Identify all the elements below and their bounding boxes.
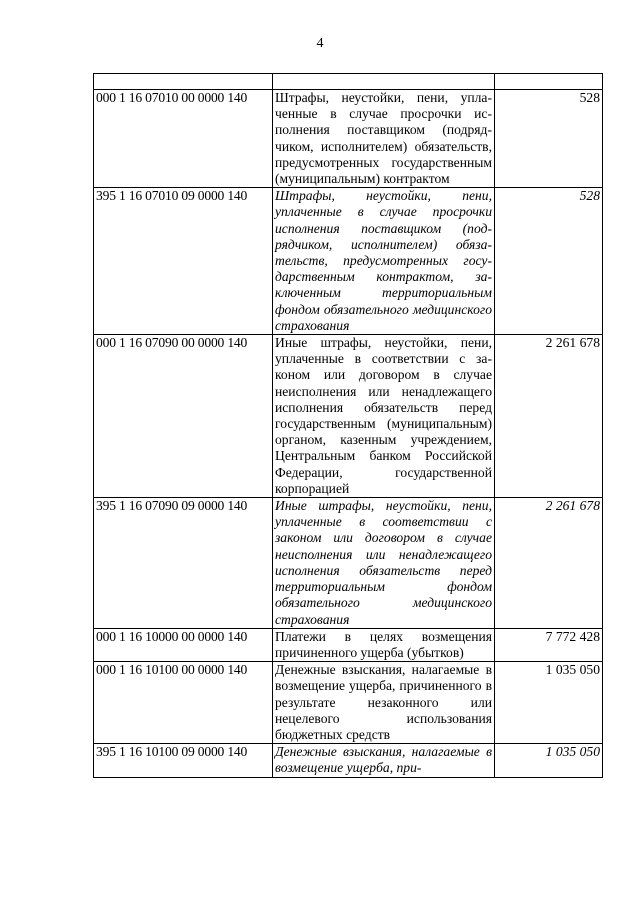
table-row: [94, 662, 603, 744]
amount-cell: 528: [495, 188, 603, 335]
revenue-code-cell: 000 1 16 07090 00 0000 140: [94, 335, 273, 498]
column-header-name: [273, 74, 495, 90]
table-row: [94, 744, 603, 777]
revenue-name-cell: Иные штрафы, неустойки, пени, уплаченные в соответствии с законом или договором в случае неисполнения или ненадлежащего исполнения обязательств перед территориальным фондом обязательного медицинского страхования: [273, 498, 495, 629]
column-header-code: [94, 74, 273, 90]
amount-cell: 7 772 428: [495, 628, 603, 661]
revenue-code-cell: 395 1 16 07010 09 0000 140: [94, 188, 273, 335]
table-row: [94, 188, 603, 335]
revenue-code-cell: 395 1 16 10100 09 0000 140: [94, 744, 273, 777]
revenue-name-cell: Штрафы, неустойки, пени, уплаченные в случае просрочки исполнения поставщиком (подрядчиком, исполнителем) обязательств, предусмотренных государственным (муниципальным) контрактом: [273, 90, 495, 188]
revenue-name-cell: Денежные взыскания, налагаемые в возмещение ущерба, при-: [273, 744, 495, 777]
table-row: [94, 335, 603, 498]
revenue-name-cell: Платежи в целях возмещения причиненного ущерба (убытков): [273, 628, 495, 661]
revenue-name-cell: Денежные взыскания, налагаемые в возмещение ущерба, причиненного в результате незаконного или нецелевого использования бюджетных средств: [273, 662, 495, 744]
amount-cell: 2 261 678: [495, 335, 603, 498]
revenue-code-cell: 000 1 16 10100 00 0000 140: [94, 662, 273, 744]
page-number: 4: [316, 36, 324, 51]
amount-cell: 2 261 678: [495, 498, 603, 629]
amount-cell: 528: [495, 90, 603, 188]
revenue-name-cell: Иные штрафы, неустойки, пени, уплаченные в соответствии с законом или договором в случае неисполнения или ненадлежащего исполнения обязательств перед государственным (муниципальным) органом, казенным учреждением, Центральным банком Российской Федерации, государственной корпорацией: [273, 335, 495, 498]
budget-revenue-table: [93, 73, 603, 778]
table-row: [94, 498, 603, 629]
column-header-row: [94, 74, 603, 90]
table-row: [94, 90, 603, 188]
amount-cell: 1 035 050: [495, 662, 603, 744]
revenue-code-cell: 000 1 16 07010 00 0000 140: [94, 90, 273, 188]
revenue-code-cell: 000 1 16 10000 00 0000 140: [94, 628, 273, 661]
column-header-amount: [495, 74, 603, 90]
table-row: [94, 628, 603, 661]
revenue-code-cell: 395 1 16 07090 09 0000 140: [94, 498, 273, 629]
revenue-name-cell: Штрафы, неустойки, пени, уплаченные в случае просрочки исполнения поставщиком (подрядчиком, исполнителем) обязательств, предусмотренных государственным контрактом, заключенным территориальным фондом обязательного медицинского страхования: [273, 188, 495, 335]
amount-cell: 1 035 050: [495, 744, 603, 777]
